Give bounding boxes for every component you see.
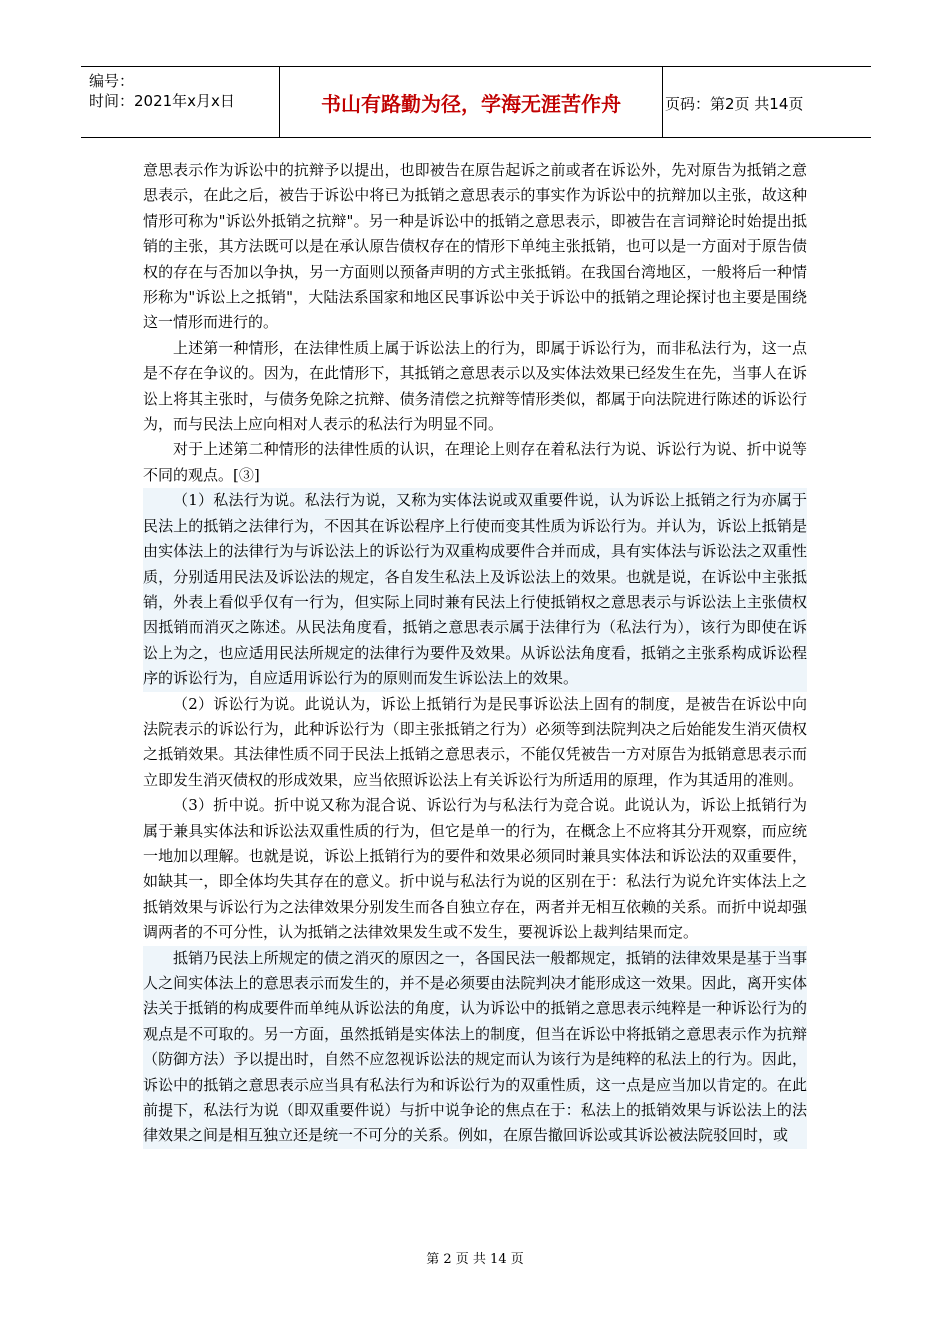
paragraph-private-law-theory: （1）私法行为说。私法行为说，又称为实体法说或双重要件说，认为诉讼上抵销之行为亦属于民法上的抵销之法律行为，不因其在诉讼程序上行使而变其性质为诉讼行为。并认为，诉讼上抵销是由实体法上的法律行为与诉讼法上的诉讼行为双重构成要件合并而成，具有实体法与诉讼法之双重性质，分别适用民法及诉讼法的规定，各自发生私法上及诉讼法上的效果。也就是说，在诉讼中主张抵销，外表上看似乎仅有一行为，但实际上同时兼有民法上行使抵销权之意思表示与诉讼法上主张债权因抵销而消灭之陈述。从民法角度看，抵销之意思表示属于法律行为（私法行为），该行为即使在诉讼上为之，也应适用民法所规定的法律行为要件及效果。从诉讼法角度看，抵销之主张系构成诉讼程序的诉讼行为，自应适用诉讼行为的原则而发生诉讼法上的效果。 (143, 488, 807, 691)
header-motto-cell (280, 67, 663, 137)
paragraph-analysis: 抵销乃民法上所规定的债之消灭的原因之一，各国民法一般都规定，抵销的法律效果是基于当事人之间实体法上的意思表示而发生的，并不是必须要由法院判决才能形成这一效果。因此，离开实体法关于抵销的构成要件而单纯从诉讼法的角度，认为诉讼中的抵销之意思表示纯粹是一种诉讼行为的观点是不可取的。另一方面，虽然抵销是实体法上的制度，但当在诉讼中将抵销之意思表示作为抗辩（防御方法）予以提出时，自然不应忽视诉讼法的规定而认为该行为是纯粹的私法上的行为。因此，诉讼中的抵销之意思表示应当具有私法行为和诉讼行为的双重性质，这一点是应当加以肯定的。在此前提下，私法行为说（即双重要件说）与折中说争论的焦点在于：私法上的抵销效果与诉讼法上的法律效果之间是相互独立还是统一不可分的关系。例如，在原告撤回诉讼或其诉讼被法院驳回时，或 (143, 946, 807, 1149)
page-footer: 第 2 页 共 14 页 (426, 1252, 524, 1267)
paragraph-first-case: 上述第一种情形，在法律性质上属于诉讼法上的行为，即属于诉讼行为，而非私法行为，这一点是不存在争议的。因为，在此情形下，其抵销之意思表示以及实体法效果已经发生在先，当事人在诉讼上将其主张时，与债务免除之抗辩、债务清偿之抗辩等情形类似，都属于向法院进行陈述的诉讼行为，而与民法上应向相对人表示的私法行为明显不同。 (143, 338, 807, 434)
paragraph-litigation-act-theory: （2）诉讼行为说。此说认为，诉讼上抵销行为是民事诉讼法上固有的制度，是被告在诉讼中向法院表示的诉讼行为，此种诉讼行为（即主张抵销之行为）必须等到法院判决之后始能发生消灭债权之抵销效果。其法律性质不同于民法上抵销之意思表示，不能仅凭被告一方对原告为抵销意思表示而立即发生消灭债权的形成效果，应当依照诉讼法上有关诉讼行为所适用的原理，作为其适用的准则。 (143, 694, 807, 789)
document-number-label: 编号： (89, 72, 135, 90)
document-time-label: 时间：2021年x月x日 (89, 92, 235, 110)
header-motto: 书山有路勤为径，学海无涯苦作舟 (321, 92, 621, 116)
paragraph-second-case: 对于上述第二种情形的法律性质的认识，在理论上则存在着私法行为说、诉讼行为说、折中说等不同的观点。[③] (143, 440, 807, 484)
header-page-number: 页码：第2页 共14页 (665, 95, 804, 113)
paragraph-compromise-theory: （3）折中说。折中说又称为混合说、诉讼行为与私法行为竞合说。此说认为，诉讼上抵销行为属于兼具实体法和诉讼法双重性质的行为，但它是单一的行为，在概念上不应将其分开观察，而应统一地加以理解。也就是说，诉讼上抵销行为的要件和效果必须同时兼具实体法和诉讼法的双重要件，如缺其一，即全体均失其存在的意义。折中说与私法行为说的区别在于：私法行为说允许实体法上之抵销效果与诉讼行为之法律效果分别发生而各自独立存在，两者并无相互依赖的关系。而折中说却强调两者的不可分性，认为抵销之法律效果发生或不发生，要视诉讼上裁判结果而定。 (143, 796, 807, 942)
paragraph-continuation: 意思表示作为诉讼中的抗辩予以提出，也即被告在原告起诉之前或者在诉讼外，先对原告为抵销之意思表示，在此之后，被告于诉讼中将已为抵销之意思表示的事实作为诉讼中的抗辩加以主张，故这种情形可称为"诉讼外抵销之抗辩"。另一种是诉讼中的抵销之意思表示，即被告在言词辩论时始提出抵销的主张，其方法既可以是在承认原告债权存在的情形下单纯主张抵销，也可以是一方面对于原告债权的存在与否加以争执，另一方面则以预备声明的方式主张抵销。在我国台湾地区，一般将后一种情形称为"诉讼上之抵销"，大陆法系国家和地区民事诉讼中关于诉讼中的抵销之理论探讨也主要是围绕这一情形而进行的。 (143, 161, 807, 332)
header-info-cell (81, 67, 280, 137)
document-body (143, 158, 807, 1149)
header-page-cell (663, 67, 871, 137)
page-header (81, 66, 871, 138)
